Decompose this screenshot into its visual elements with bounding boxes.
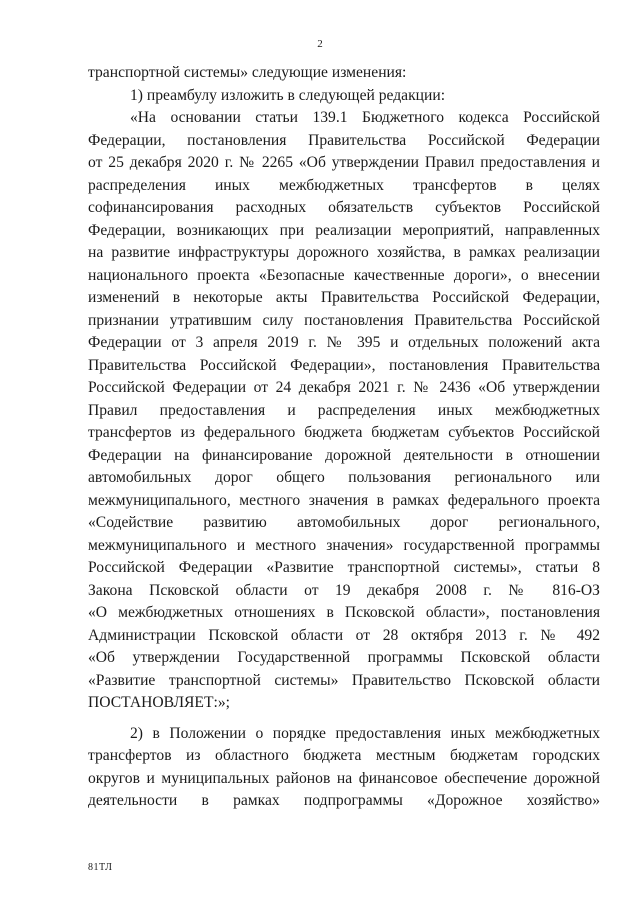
text-line: на развитие инфраструктуры дорожного хозяйства, в рамках реализации <box>88 244 600 261</box>
text-line: 2) в Положении о порядке предоставления иных межбюджетных <box>130 724 600 742</box>
text-line: деятельности в рамках подпрограммы «Дорожное хозяйство» <box>88 792 600 809</box>
text-line: признании утратившим силу постановления Правительства Российской <box>88 311 600 329</box>
text-line: Федерации от 3 апреля 2019 г. № 395 и отдельных положений акта <box>88 334 600 351</box>
text-line: «Об утверждении Государственной программы Псковской области <box>88 649 600 666</box>
text-line: автомобильных дорог общего пользования регионального или <box>88 469 600 486</box>
text-line: «Содействие развитию автомобильных дорог регионального, <box>88 514 600 531</box>
text-line: 1) преамбулу изложить в следующей редакции: <box>130 86 446 104</box>
text-line: Федерации, постановления Правительства Российской Федерации <box>88 131 600 149</box>
text-line: межмуниципального и местного значения» государственной программы <box>88 536 600 554</box>
text-line: ПОСТАНОВЛЯЕТ:»; <box>88 694 230 711</box>
text-line: округов и муниципальных районов на финансовое обеспечение дорожной <box>88 769 600 787</box>
text-line: Российской Федерации от 24 декабря 2021 г. № 2436 «Об утверждении <box>88 379 600 396</box>
text-line: Администрации Псковской области от 28 октября 2013 г. № 492 <box>88 626 600 644</box>
text-line: Российской Федерации «Развитие транспортной системы», статьи 8 <box>88 559 600 576</box>
text-line: Федерации, возникающих при реализации мероприятий, направленных <box>88 221 600 239</box>
text-line: распределения иных межбюджетных трансфертов в целях <box>88 176 600 194</box>
text-line: межмуниципального, местного значения в рамках федерального проекта <box>88 491 600 509</box>
text-line: софинансирования расходных обязательств субъектов Российской <box>88 199 600 216</box>
text-line: Федерации на финансирование дорожной деятельности в отношении <box>88 446 600 464</box>
text-line: Правил предоставления и распределения иных межбюджетных <box>88 401 600 419</box>
text-line: транспортной системы» следующие изменения: <box>88 64 407 81</box>
document-code: 81ТЛ <box>88 862 113 873</box>
page-number: 2 <box>317 38 323 50</box>
text-line: Правительства Российской Федерации», постановления Правительства <box>88 356 600 374</box>
text-line: трансфертов из областного бюджета местным бюджетам городских <box>88 747 600 764</box>
text-line: «О межбюджетных отношениях в Псковской области», постановления <box>88 604 600 621</box>
text-line: национального проекта «Безопасные качественные дороги», о внесении <box>88 266 600 284</box>
document-body <box>88 62 600 813</box>
text-line: Закона Псковской области от 19 декабря 2008 г. № 816-ОЗ <box>88 581 600 599</box>
text-line: «Развитие транспортной системы» Правительство Псковской области <box>88 671 600 689</box>
text-line: от 25 декабря 2020 г. № 2265 «Об утверждении Правил предоставления и <box>88 154 600 171</box>
text-line: «На основании статьи 139.1 Бюджетного кодекса Российской <box>130 109 600 126</box>
text-line: трансфертов из федерального бюджета бюджетам субъектов Российской <box>88 424 600 441</box>
text-line: изменений в некоторые акты Правительства Российской Федерации, <box>88 289 600 306</box>
paragraph-gap <box>88 715 600 723</box>
